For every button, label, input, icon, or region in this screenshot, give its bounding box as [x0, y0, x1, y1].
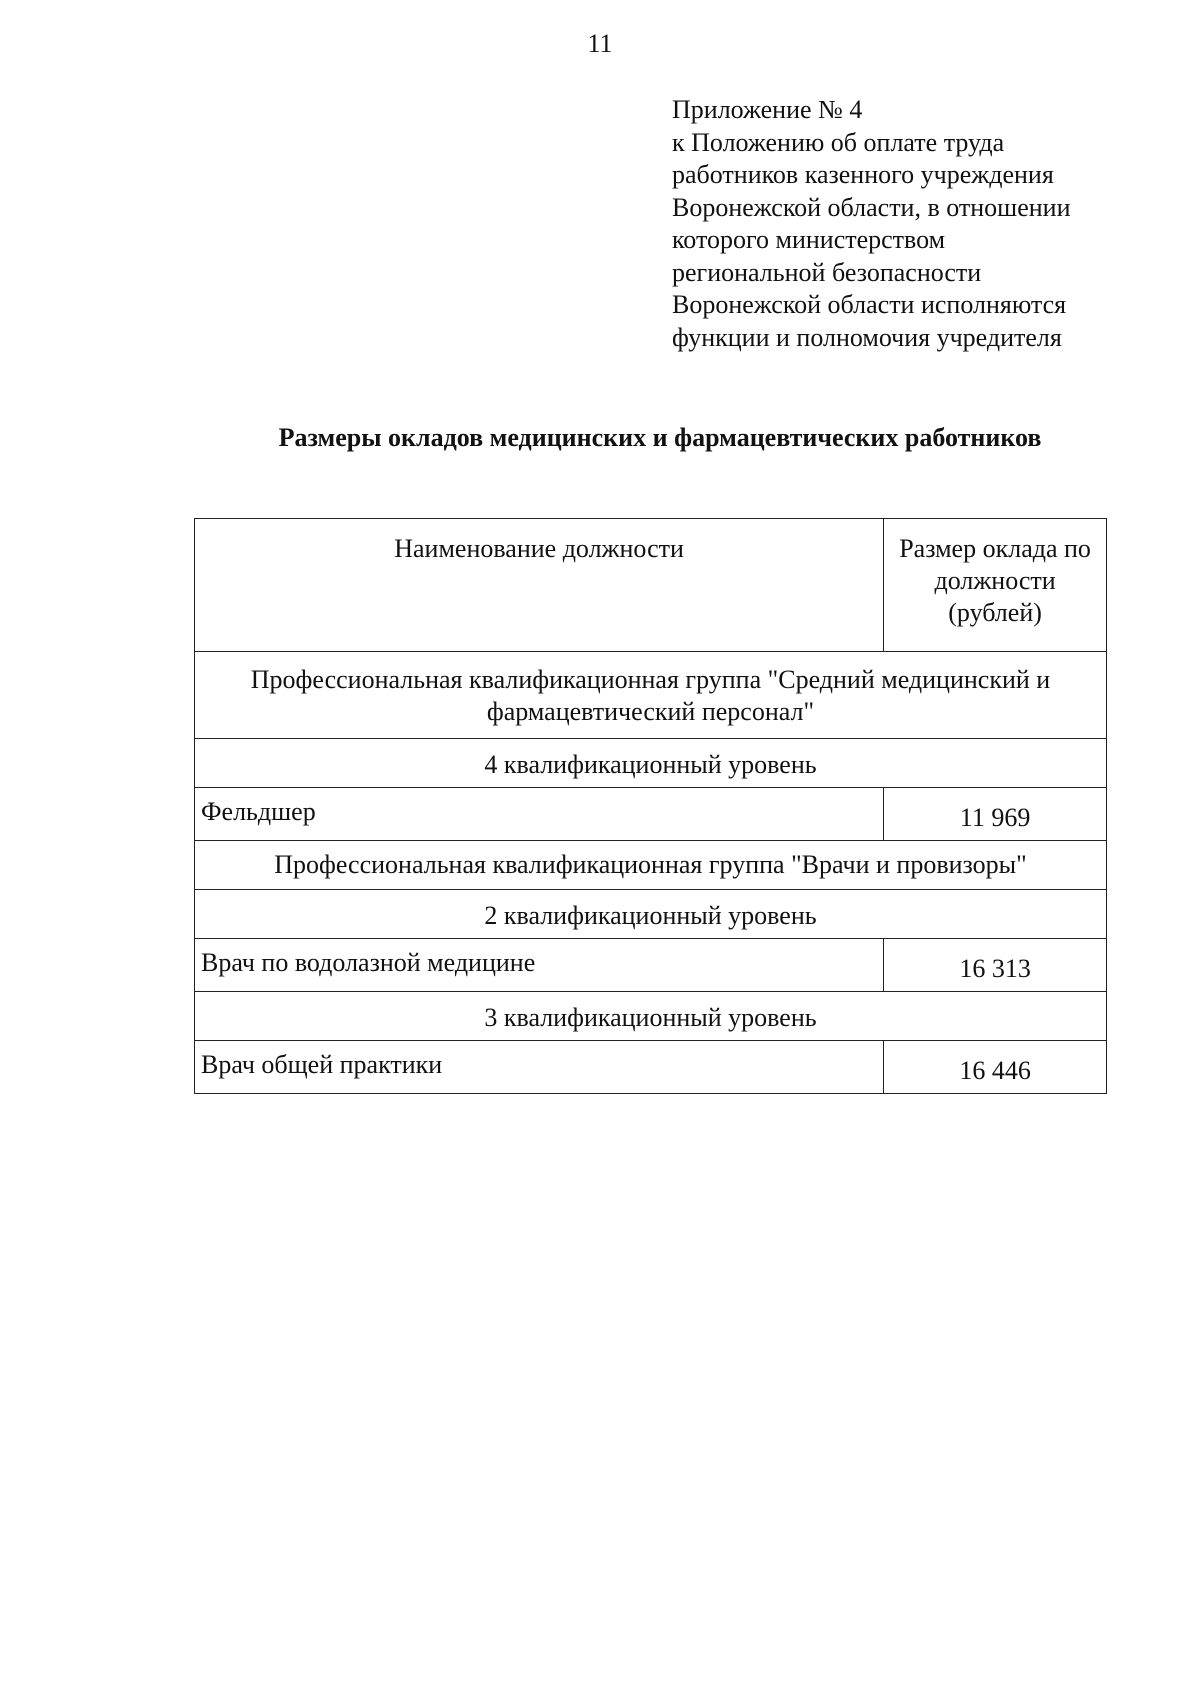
- header-salary-line: (рублей): [948, 598, 1042, 627]
- salary-table: [194, 518, 1107, 1094]
- header-position-name-text: Наименование должности: [394, 534, 684, 563]
- appendix-note: [672, 94, 1192, 354]
- page-number: 11: [587, 29, 613, 58]
- appendix-line: региональной безопасности: [672, 257, 982, 287]
- appendix-line: Приложение № 4: [672, 95, 863, 124]
- header-position-name: [195, 519, 884, 652]
- table-row: [195, 939, 1107, 992]
- position-salary: 11 969: [884, 788, 1107, 841]
- level-title: 3 квалификационный уровень: [195, 992, 1107, 1041]
- document-title: Размеры окладов медицинских и фармацевтических работников: [278, 423, 1042, 452]
- level-row: [195, 992, 1107, 1041]
- position-name: Фельдшер: [195, 788, 884, 841]
- position-salary: 16 446: [884, 1041, 1107, 1094]
- appendix-line: функции и полномочия учредителя: [672, 322, 1062, 352]
- group-row: [195, 652, 1107, 739]
- position-salary: 16 313: [884, 939, 1107, 992]
- table-header-row: [195, 519, 1107, 652]
- level-row: [195, 739, 1107, 788]
- table-row: [195, 1041, 1107, 1094]
- group-title: Профессиональная квалификационная группа "Врачи и провизоры": [195, 841, 1107, 890]
- group-title-line: фармацевтический персонал": [486, 697, 815, 726]
- appendix-line: Воронежской области исполняются: [672, 290, 1067, 319]
- level-title: 2 квалификационный уровень: [195, 890, 1107, 939]
- header-salary: [884, 519, 1107, 652]
- appendix-line: к Положению об оплате труда: [672, 127, 1005, 157]
- appendix-line: Воронежской области, в отношении: [672, 192, 1071, 222]
- appendix-line: работников казенного учреждения: [672, 160, 1054, 189]
- header-salary-line: Размер оклада по: [899, 534, 1091, 563]
- table-row: [195, 788, 1107, 841]
- group-title-line: Профессиональная квалификационная группа "Средний медицинский и: [250, 665, 1051, 694]
- position-name: Врач по водолазной медицине: [195, 939, 884, 992]
- header-salary-line: должности: [934, 566, 1056, 595]
- appendix-line: которого министерством: [672, 225, 946, 254]
- level-row: [195, 890, 1107, 939]
- level-title: 4 квалификационный уровень: [195, 739, 1107, 788]
- position-name: Врач общей практики: [195, 1041, 884, 1094]
- group-title: [195, 652, 1107, 739]
- group-row: [195, 841, 1107, 890]
